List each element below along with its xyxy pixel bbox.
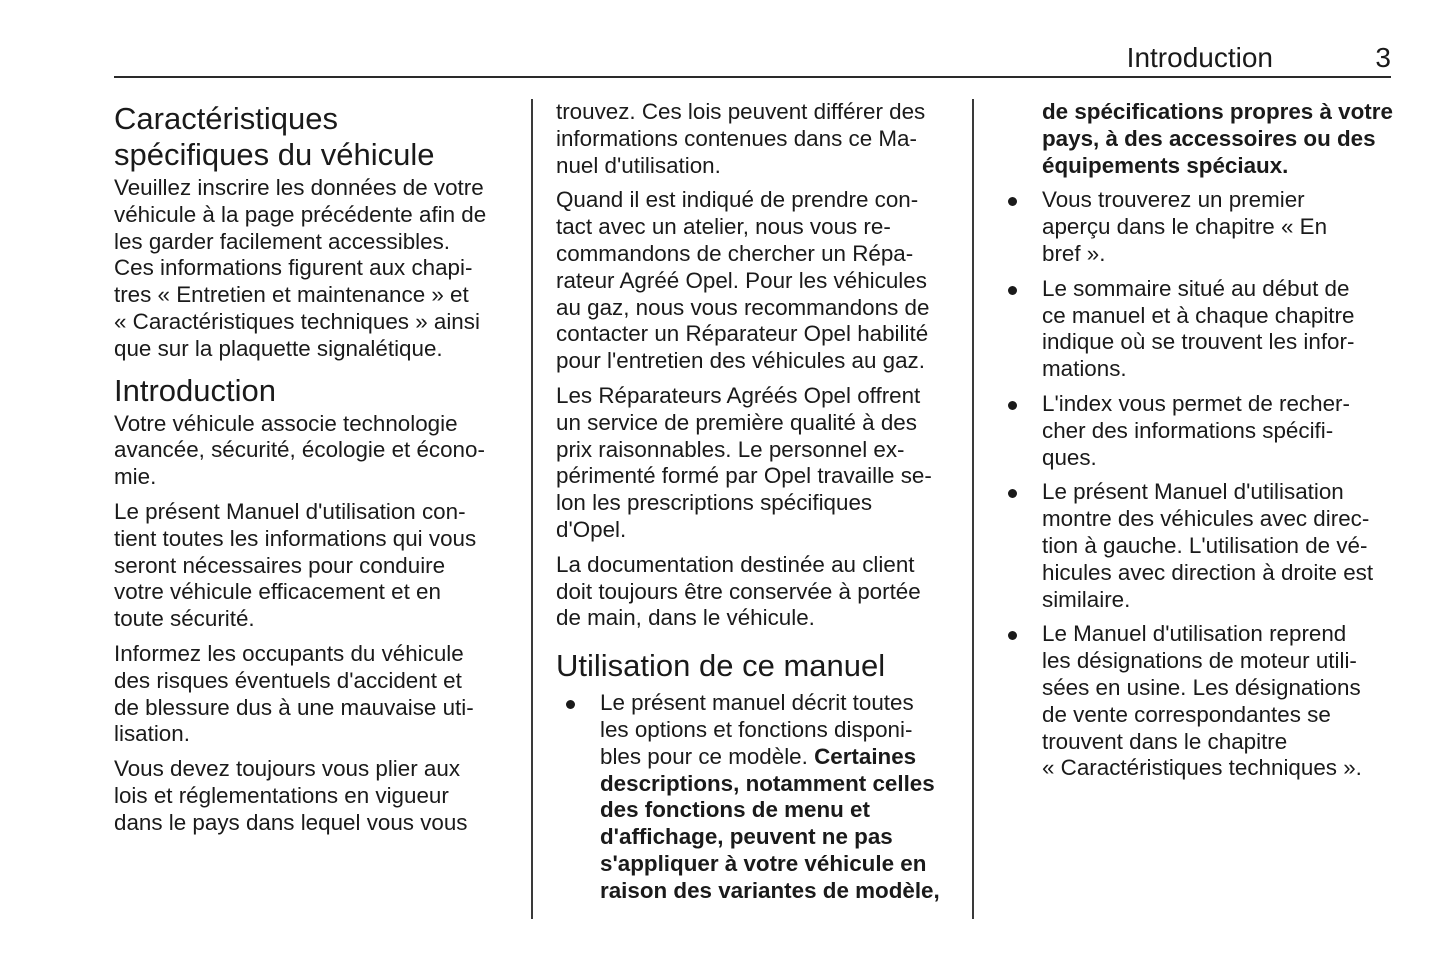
paragraph-inform-occupants: Informez les occupants du véhicule des risques éventuels d'accident et de blessure dus à une mauvaise uti- lisation. (114, 640, 474, 747)
list-item: Vous trouverez un premier aperçu dans le chapitre « En bref ». (1000, 187, 1395, 267)
paragraph-laws-continued: trouvez. Ces lois peuvent différer des informations contenues dans ce Ma- nuel d'utilisation. (556, 99, 926, 178)
paragraph-documentation: La documentation destinée au client doit toujours être conservée à portée de main, dans le véhicule. (556, 551, 921, 631)
list-item: L'index vous permet de recher- cher des informations spécifi- ques. (1000, 391, 1395, 471)
paragraph-authorised-repairers: Les Réparateurs Agréés Opel offrent un service de première qualité à des prix raisonnables. Le personnel ex- périmenté formé par Opel travaille se- lon les prescriptions spécifiques d'Opel. (556, 382, 932, 542)
bullet-icon (1008, 489, 1017, 498)
column-2 (556, 99, 956, 913)
column-divider-1 (531, 99, 533, 919)
running-section-title: Introduction (1126, 42, 1273, 73)
paragraph-intro-technology: Votre véhicule associe technologie avancée, sécurité, écologie et écono- mie. (114, 410, 485, 490)
bullet-icon (1008, 401, 1017, 410)
list-item: Le Manuel d'utilisation reprend les désignations de moteur utili- sées en usine. Les désignations de vente correspondantes se trouvent dans le chapitre « Caractéristiques techniques ». (1000, 621, 1395, 782)
column-1 (114, 99, 514, 845)
paragraph-manual-contents: Le présent Manuel d'utilisation con- tient toutes les informations qui vous seront nécessaires pour conduire votre véhicule efficacement et en toute sécurité. (114, 498, 477, 632)
column-3 (1000, 99, 1395, 790)
page-header (114, 40, 1391, 78)
paragraph-vehicle-data: Veuillez inscrire les données de votre véhicule à la page précédente afin de les garder facilement accessibles. Ces informations figurent aux chapi- tres « Entretien et maintenance » et « Caractéristiques techniques » ainsi que sur la plaquette signalétique. (114, 175, 487, 361)
paragraph-workshop-contact: Quand il est indiqué de prendre con- tact avec un atelier, nous vous re- commandons de chercher un Répa- rateur Agréé Opel. Pour les véhicules au gaz, nous vous recommandons de contacter un Réparateur Opel habilité pour l'entretien des véhicules au gaz. (556, 187, 930, 374)
list-item: Le présent Manuel d'utilisation montre des véhicules avec direc- tion à gauche. L'utilisation de vé- hicules avec direction à droite est similaire. (1000, 479, 1395, 613)
page-number: 3 (1375, 42, 1391, 73)
heading-vehicle-specifics: Caractéristiques spécifiques du véhicule (114, 101, 435, 172)
bullet-icon (1008, 631, 1017, 640)
heading-using-this-manual: Utilisation de ce manuel (556, 648, 886, 684)
list-item: Le présent manuel décrit toutes les options et fonctions disponi- bles pour ce modèle. Certaines descriptions, notamment celles des fonctions de menu et d'affichage, peuvent ne pas s'appliquer à votre véhicule en raison des variantes de modèle, (556, 690, 956, 904)
list-item-continuation: de spécifications propres à votre pays, à des accessoires ou des équipements spéciaux. (1042, 99, 1393, 178)
column-divider-2 (972, 99, 974, 919)
list-item: Le sommaire situé au début de ce manuel et à chaque chapitre indique où se trouvent les infor- mations. (1000, 276, 1395, 383)
paragraph-laws: Vous devez toujours vous plier aux lois et réglementations en vigueur dans le pays dans lequel vous vous (114, 756, 468, 835)
heading-introduction: Introduction (114, 372, 276, 408)
bullet-icon (566, 700, 575, 709)
bullet-icon (1008, 197, 1017, 206)
bullet-icon (1008, 286, 1017, 295)
